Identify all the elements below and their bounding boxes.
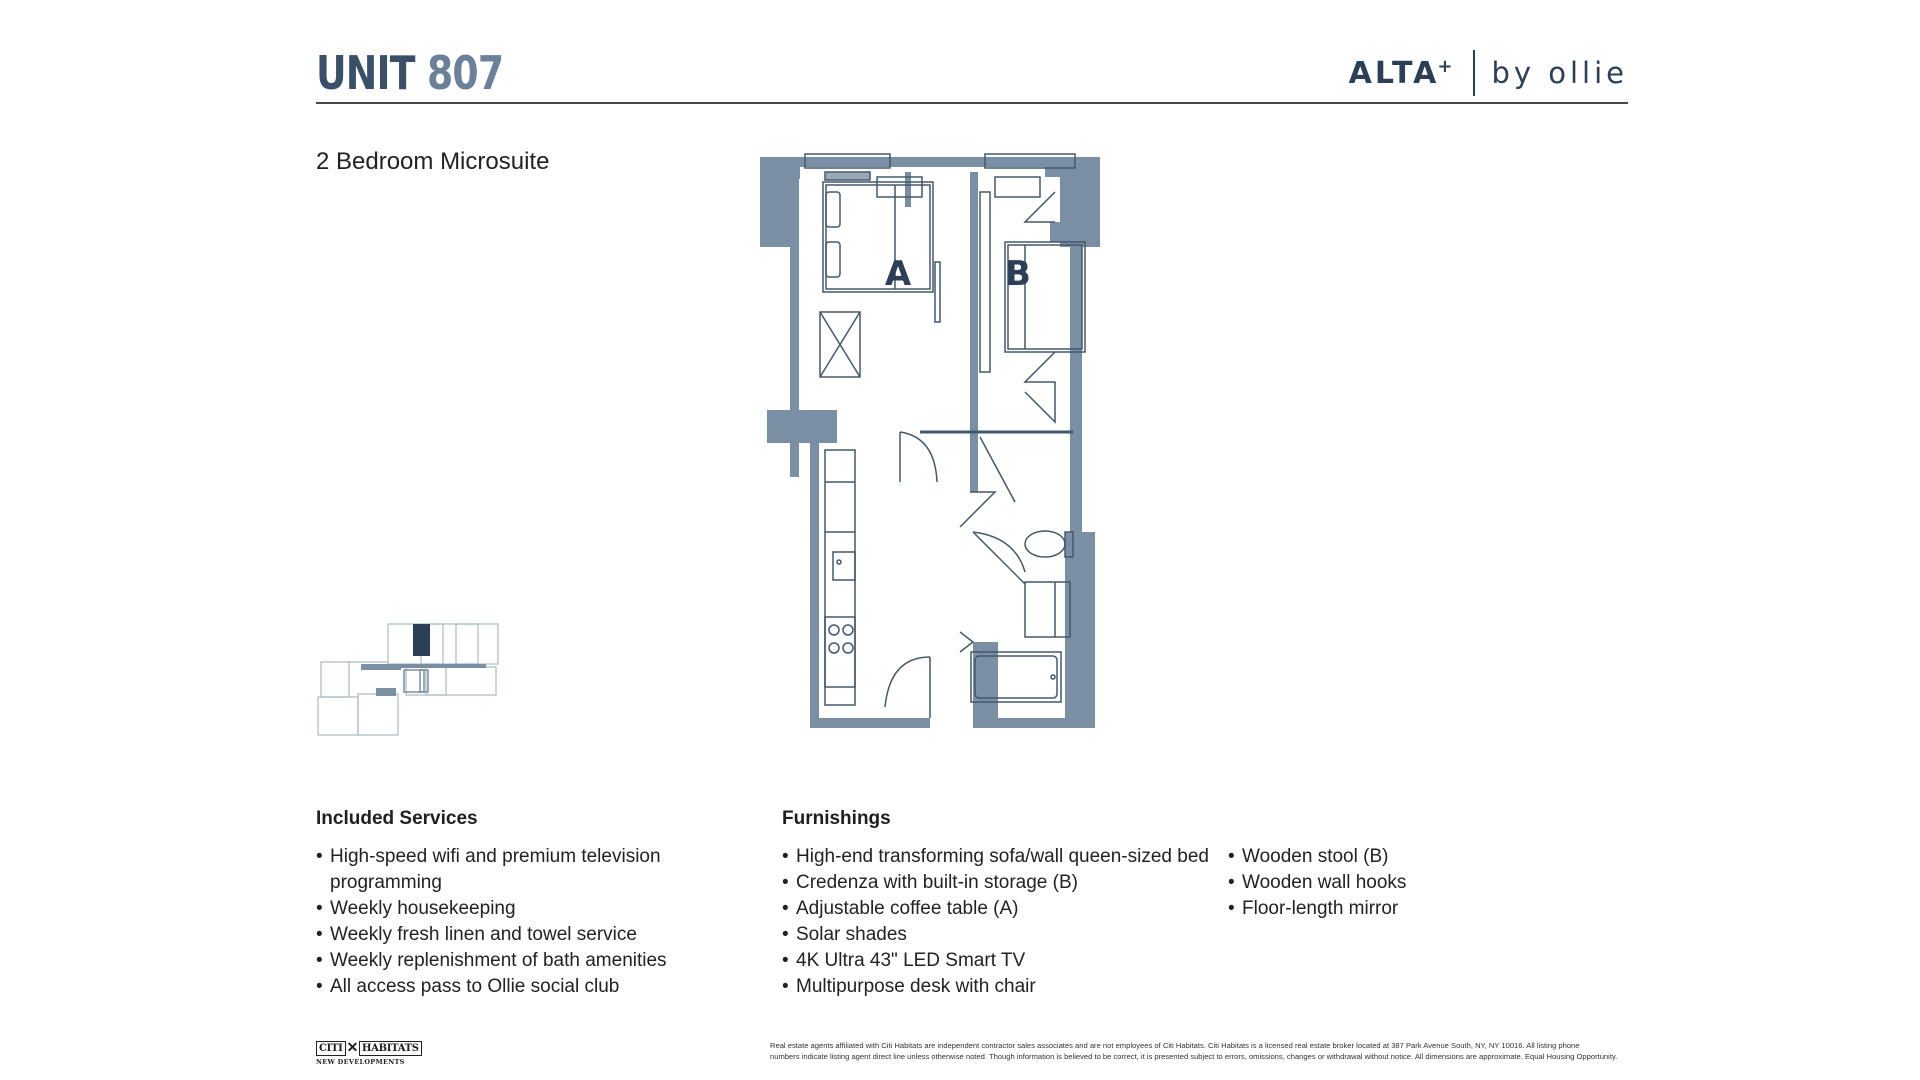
unit-title [316,46,503,100]
list-item: • Floor-length mirror [1228,896,1406,922]
unit-number: 807 [426,46,504,100]
floor-plan [755,152,1195,732]
list-item: • Credenza with built-in storage (B) [782,870,1209,896]
furnishings-list [782,844,1209,1000]
disclaimer: Real estate agents affiliated with Citi Habitats are independent contractor sales associates and are not employees of Citi Habitats. Citi Habitats is a licensed real estate broker located at 387 Park Avenue South, NY, NY 10016. All listing phone numbers indicate listing agent direct line unless otherwise noted. Though information is believed to be correct, it is presented subject to errors, omissions, changes or withdrawal without notice. All dimensions are approximate. Equal Housing Opportunity. [770,1041,1618,1061]
brand-name: ALTA+ [1348,55,1456,91]
furnishings-heading: Furnishings [782,808,891,829]
list-item: • Weekly fresh linen and towel service [316,922,667,948]
included-services-list [316,844,667,1000]
header-divider [316,102,1628,104]
unit-type: 2 Bedroom Microsuite [316,148,550,175]
logo-subtitle: NEW DEVELOPMENTS [316,1058,405,1066]
list-item: • Solar shades [782,922,1209,948]
furnishings-section [782,808,1209,1000]
furnishings-section-2 [1228,844,1406,922]
list-item: • Wooden wall hooks [1228,870,1406,896]
unit-label: UNIT [316,46,415,100]
list-item: • 4K Ultra 43" LED Smart TV [782,948,1209,974]
list-item: • Adjustable coffee table (A) [782,896,1209,922]
list-item: • High-end transforming sofa/wall queen-sized bed [782,844,1209,870]
brand-by: by ollie [1491,56,1628,90]
list-item: • High-speed wifi and premium television [316,844,667,870]
brand-logo [1349,50,1628,96]
citi-habitats-logo: CITI ✕ HABITATS NEW DEVELOPMENTS [316,1040,422,1066]
list-item: • Wooden stool (B) [1228,844,1406,870]
list-item: • Weekly replenishment of bath amenities [316,948,667,974]
list-item: programming [330,872,442,893]
room-a-label: A [884,254,912,294]
furnishings-list-2 [1228,844,1406,922]
room-b-label: B [1005,254,1031,294]
list-item: • Weekly housekeeping [316,896,667,922]
key-plan [316,622,521,737]
brand-divider [1473,50,1475,96]
list-item: • Multipurpose desk with chair [782,974,1209,1000]
list-item: • All access pass to Ollie social club [316,974,667,1000]
included-services-heading: Included Services [316,808,478,829]
included-services-section [316,808,667,1000]
